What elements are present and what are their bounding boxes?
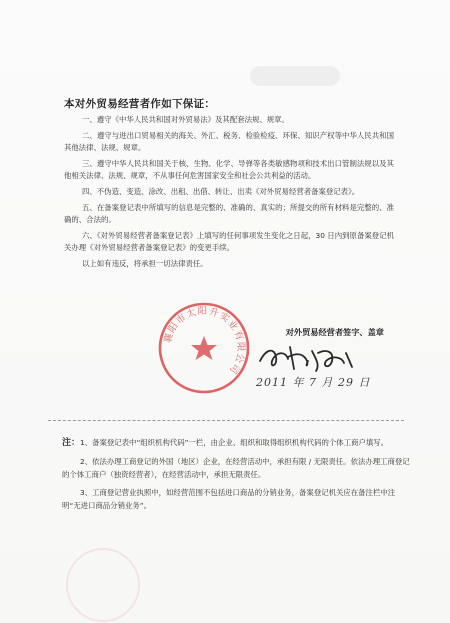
- notes-section: [62, 437, 412, 519]
- faint-mark: [250, 66, 340, 86]
- company-seal: [156, 300, 252, 396]
- notes-label: 注：: [62, 438, 81, 448]
- pledge-item-1: 一、遵守《中华人民共和国对外贸易法》及其配套法规、规章。: [82, 115, 289, 124]
- pledge-heading: 本对外贸易经营者作如下保证：: [64, 98, 216, 110]
- note-1: [62, 437, 412, 450]
- pledge-item-3: 三、遵守中华人民共和国关于核、生物、化学、导弹等各类敏感物项和技术出口管制法规以及其他相关法律、法规、规章，不从事任何危害国家安全和社会公共利益的活动。: [64, 158, 394, 181]
- pledge-body: [64, 114, 394, 274]
- svg-text:襄阳市太阳升实业有限公司: 襄阳市太阳升实业有限公司: [162, 305, 247, 377]
- pledge-item-2: 二、遵守与进出口贸易相关的海关、外汇、税务、检验检疫、环保、知识产权等中华人民共和国其他法律、法规、规章。: [64, 130, 394, 153]
- note-3: 3、工商登记营业执照中，如经营范围不包括进口商品的分销业务，备案登记机关应在备注栏中注明“无进口商品分销业务”。: [62, 488, 396, 511]
- pledge-item-4: 四、不伪造、变造、涂改、出租、出借、转让、出卖《对外贸易经营者备案登记表》。: [82, 186, 360, 196]
- note-2: 2、依法办理工商登记的外国（地区）企业，在经营活动中，承担有限 / 无限责任。依法办理工商登记的个体工商户（独资经营者），在经营活动中，承担无限责任。: [62, 456, 410, 479]
- faint-seal-mark: [66, 548, 140, 622]
- pledge-item-5: 五、在备案登记表中所填写的信息是完整的、准确的、真实的；所提交的所有材料是完整的、准确的、合法的。: [64, 202, 394, 225]
- signature-date: 2011 年 7 月 29 日: [256, 376, 371, 389]
- section-divider: [48, 420, 404, 421]
- note-1-text: 1、备案登记表中“组织机构代码”一栏，由企业、组织和取得组织机构代码的个体工商户填写。: [80, 438, 389, 447]
- pledge-item-6: 六、《对外贸易经营者备案登记表》上填写的任何事项发生变化之日起，30 日内到原备案登记机关办理《对外贸易经营者备案登记表》的变更手续。: [64, 230, 394, 253]
- signature-label: 对外贸易经营者签字、盖章: [285, 327, 384, 337]
- pledge-closing: 以上如有违反，将承担一切法律责任。: [82, 258, 208, 268]
